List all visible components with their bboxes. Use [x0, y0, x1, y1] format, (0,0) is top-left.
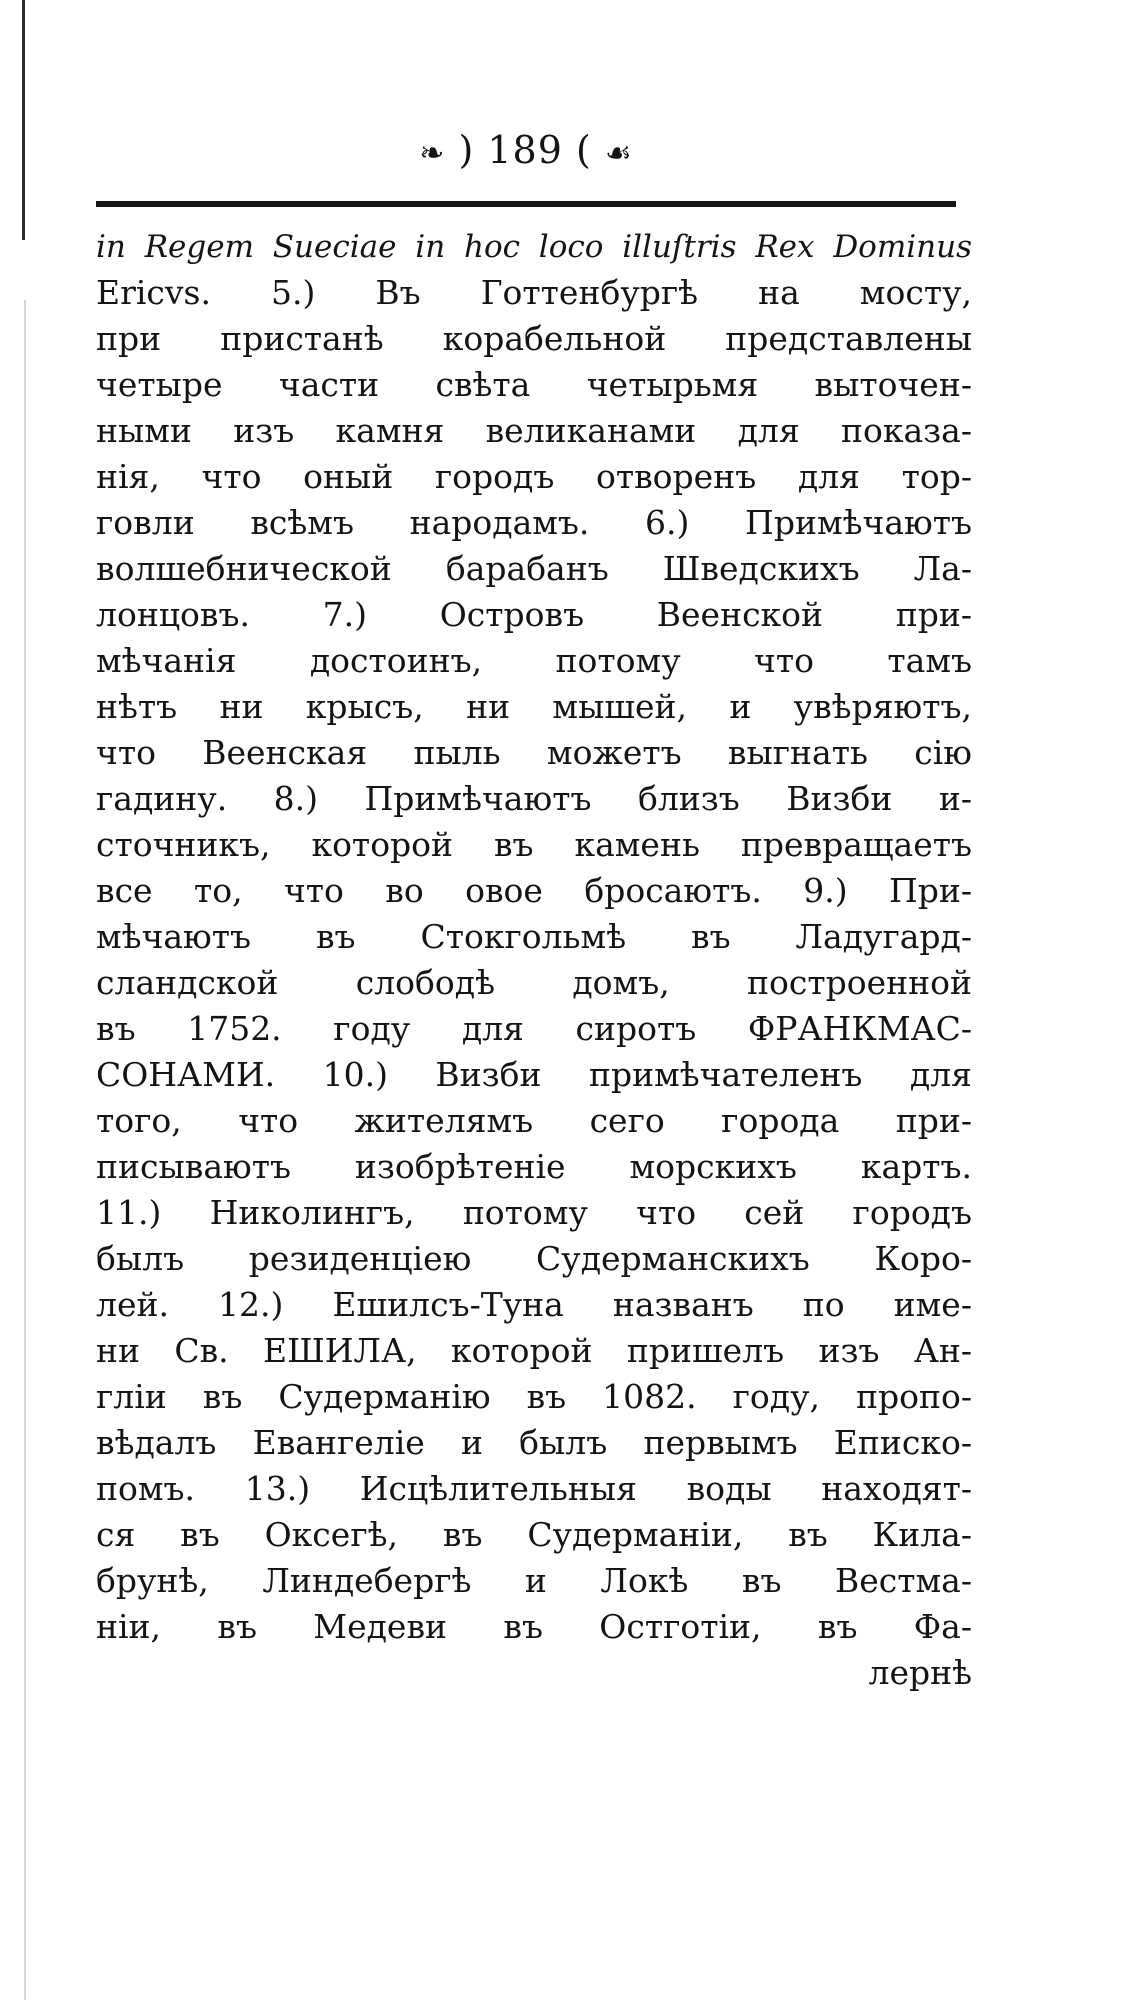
text-line: лей. 12.) Ешилсъ-Туна названъ по име- — [96, 1285, 972, 1324]
text-line: волшебнической барабанъ Шведскихъ Ла- — [96, 549, 972, 588]
text-line: при пристанѣ корабельной представлены — [96, 319, 972, 358]
text-line: брунѣ, Линдебергѣ и Локѣ въ Вестма- — [96, 1561, 972, 1600]
text-line: 11.) Николингъ, потому что сей городъ — [96, 1193, 972, 1232]
text-line: говли всѣмъ народамъ. 6.) Примѣчаютъ — [96, 503, 972, 542]
text-line: вѣдалъ Евангеліе и былъ первымъ Еписко- — [96, 1423, 972, 1462]
text-line: нія, что оный городъ отворенъ для тор- — [96, 457, 972, 496]
body-text — [96, 224, 972, 1696]
text-line: все то, что во овое бросаютъ. 9.) При- — [96, 871, 972, 910]
text-line: мѣчаютъ въ Стокгольмѣ въ Ладугард- — [96, 917, 972, 956]
text-line: что Веенская пыль можетъ выгнать сію — [96, 733, 972, 772]
text-line: СОНАМИ. 10.) Визби примѣчателенъ для — [96, 1055, 972, 1094]
page-edge-faint — [24, 300, 26, 2000]
text-line: въ 1752. году для сиротъ ФРАНКМАС- — [96, 1009, 972, 1048]
text-line: ными изъ камня великанами для показа- — [96, 411, 972, 450]
text-line: лонцовъ. 7.) Островъ Веенской при- — [96, 595, 972, 634]
text-line: гадину. 8.) Примѣчаютъ близъ Визби и- — [96, 779, 972, 818]
text-line: ся въ Оксегѣ, въ Судерманіи, въ Кила- — [96, 1515, 972, 1554]
page-header — [96, 128, 956, 172]
text-line: Ericvs. 5.) Въ Готтенбургѣ на мосту, — [96, 273, 972, 312]
text-line: четыре части свѣта четырьмя выточен- — [96, 365, 972, 404]
text-line: писываютъ изобрѣтеніе морскихъ картъ. — [96, 1147, 972, 1186]
catchword: лернѣ — [868, 1653, 972, 1692]
text-line: помъ. 13.) Исцѣлительныя воды находят- — [96, 1469, 972, 1508]
text-line: сточникъ, которой въ камень превращаетъ — [96, 825, 972, 864]
text-line: того, что жителямъ сего города при- — [96, 1101, 972, 1140]
page-edge-shadow — [22, 0, 25, 240]
text-line: ніи, въ Медеви въ Остготіи, въ Фа- — [96, 1607, 972, 1646]
ornament-left-icon: ❧ — [419, 136, 446, 171]
page-number: ) 189 ( — [458, 128, 592, 172]
text-line: сландской слободѣ домъ, построенной — [96, 963, 972, 1002]
text-line: ни Св. ЕШИЛА, которой пришелъ изъ Ан- — [96, 1331, 972, 1370]
ornament-right-icon: ☙ — [604, 136, 633, 171]
text-line: in Regem Sueciae in hoc loco illuſtris Rex Dominus — [96, 229, 972, 265]
text-line: мѣчанія достоинъ, потому что тамъ — [96, 641, 972, 680]
text-line: былъ резиденціею Судерманскихъ Коро- — [96, 1239, 972, 1278]
header-rule — [96, 201, 956, 207]
text-line: нѣтъ ни крысъ, ни мышей, и увѣряютъ, — [96, 687, 972, 726]
text-line: гліи въ Судерманію въ 1082. году, пропо- — [96, 1377, 972, 1416]
